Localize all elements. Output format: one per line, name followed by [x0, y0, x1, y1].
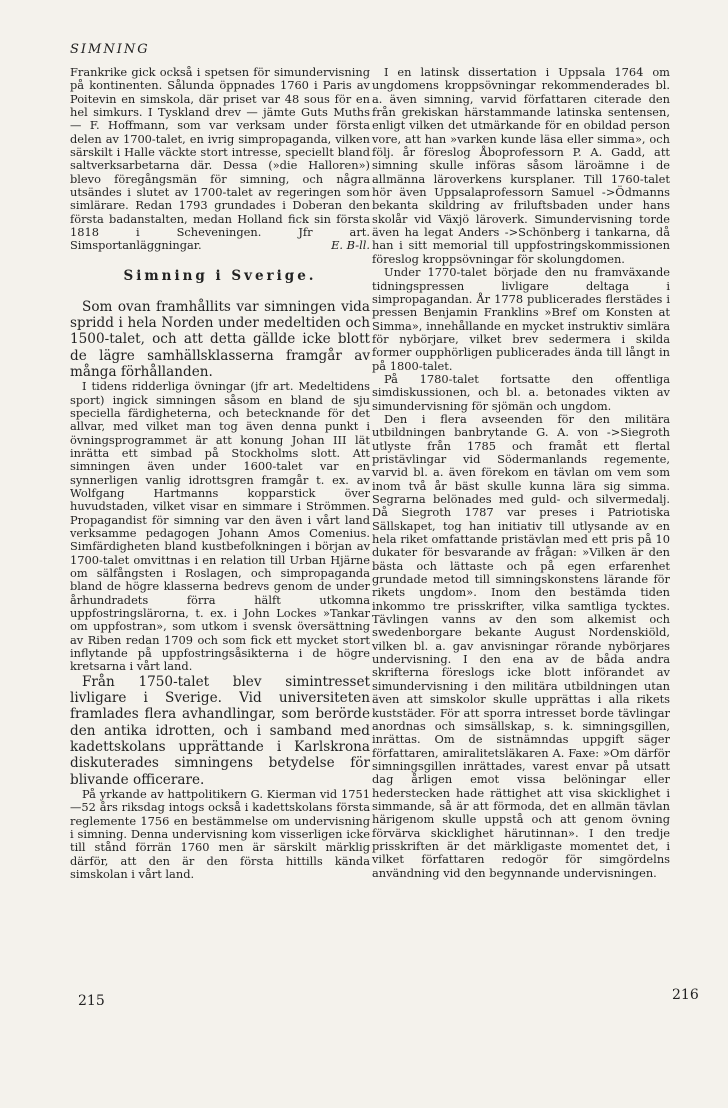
page-number-left: 215: [78, 993, 105, 1009]
paragraph: [70, 66, 370, 253]
page-number-right: 216: [672, 987, 699, 1003]
paragraph: Den i flera avseenden för den militära utbildningen banbrytande G. A. von ->Siegroth utlyste från 1785 och framåt ett flertal pristävlingar vid Södermanlands regemente, varvid bl. a. även förekom en tävlan om vem som inom två år bäst skulle kunna lära sig simma. Segrarna belönades med guld- och silvermedalj. Då Siegroth 1787 var preses i Patriotiska Sällskapet, tog han initiativ till utlysande av en hela riket omfattande pristävlan med ett pris på 10 dukater för besvarande av frågan: »Vilken är den bästa och lättaste och på egen erfarenhet grundade metod till simningskonstens lärande för rikets ungdom». Inom den bestämda tiden inkommo tre prisskrifter, vilka samtliga tycktes. Tävlingen vanns av den som alkemist och swedenborgare bekante August Nordenskiöld, vilken bl. a. gav anvisningar rörande nybörjares undervisning. I den ena av de båda andra skrifterna föreslogs icke blott införandet av simundervisning i den militära utbildningen utan även att simskolor skulle upprättas i alla rikets kuststäder. För att sporra intresset borde tävlingar anordnas och simsällskap, s. k. simningsgillen, inrättas. Om de sistnämndas uppgift säger författaren, amiralitetsläkaren A. Faxe: »Om därför simningsgillen inrättades, varest envar på utsatt dag årligen emot vissa belöningar eller hederstecken hade rättighet att visa skicklighet i simmande, så är att förmoda, det en allmän tävlan härigenom skulle uppstå och att genom övning förvärva skicklighet härutinnan». I den tredje prisskriften är det märkligaste momentet det, i vilket författaren redogör för simgördelns användning vid den begynnande undervisningen.: [372, 411, 670, 880]
paragraph: I en latinsk dissertation i Uppsala 1764 om ungdomens kroppsövningar rekommenderades bl. a. även simning, varvid författaren citerade den från grekiskan härstammande latinska sentensen, enligt vilken det utmärkande för en obildad person vore, att han »varken kunde läsa eller simma», och följ. år föreslog Åboprofessorn P. A. Gadd, att simning skulle införas såsom läroämne i de allmänna läroverkens kursplaner. Till 1760-talet hör även Uppsalaprofessorn Samuel ->Ödmanns bekanta skildring av friluftsbaden under hans skolår vid Växjö läroverk. Simundervisning torde även ha legat Anders ->Schönberg i tankarna, då han i sitt memorial till uppfostringskommissionen föreslog kroppsövningar för skolungdomen.: [372, 65, 670, 266]
left-column: [70, 66, 370, 881]
author-signature: E. B-ll.: [331, 238, 370, 253]
paragraph: Under 1770-talet började den nu framväxande tidningspressen livligare deltaga i simpropagandan. År 1778 publicerades flerstädes i pressen Benjamin Franklins »Bref om Konsten at Simma», innehållande en mycket instruktiv simlära för nybörjare, vilket brev sedermera i skilda former oupphörligen publicerades ända till långt in på 1800-talet.: [372, 265, 670, 373]
running-title: SIMNING: [70, 42, 150, 57]
paragraph-text: Frankrike gick också i spetsen för simundervisning på kontinenten. Sålunda öppnades 1760 i Paris av Poitevin en simskola, där priset var 48 sous för en hel simkurs. I Tyskland drev — jämte Guts Muths — F. Hoffmann, som var verksam under första delen av 1700-talet, en ivrig simpropaganda, vilken särskilt i Halle väckte stort intresse, speciellt bland saltverksarbetarna där. Dessa (»die Halloren») blevo föregångsmän för simning, och några utsändes i slutet av 1700-talet av regeringen som simlärare. Redan 1793 grundades i Doberan den första badanstalten, medan Holland fick sin första 1818 i Scheveningen. Jfr art. Simsportanläggningar.: [70, 65, 370, 253]
paragraph: I tidens ridderliga övningar (jfr art. Medeltidens sport) ingick simningen såsom en bland de sju speciella färdigheterna, och betecknande för det allvar, med vilket man tog även denna punkt i övningsprogrammet är att konung Johan III lät inrätta ett simbad på Stockholms slott. Att simningen även under 1600-talet var en synnerligen vanlig idrottsgren framgår t. ex. av Wolfgang Hartmanns kopparstick över huvudstaden, vilket visar en simmare i Strömmen. Propagandist för simning var den även i vårt land verksamme pedagogen Johann Amos Comenius. Simfärdigheten bland kustbefolkningen i början av 1700-talet omvittnas i en relation till Urban Hjärne om sälfångsten i Roslagen, och simpropaganda bland de högre klasserna bedrevs genom de under århundradets förra hälft utkomna uppfostringslärorna, t. ex. i John Lockes »Tankar om uppfostran», som utkom i svensk översättning av Riben redan 1709 och som fick ett mycket stort inflytande på uppfostringsåsikterna i de högre kretsarna i vårt land.: [70, 379, 370, 674]
paragraph: På yrkande av hattpolitikern G. Kierman vid 1751—52 års riksdag intogs också i kadettskolans första reglemente 1756 en bestämmelse om undervisning i simning. Denna undervisning kom visserligen icke till stånd förrän 1760 men är särskilt märklig därför, att den är den första hittills kända simskolan i vårt land.: [70, 786, 370, 881]
lead-paragraph: Som ovan framhållits var simningen vida spridd i hela Norden under medeltiden och 1500-talet, och att detta gällde icke blott de lägre samhällsklasserna framgår av många förhållanden.: [70, 298, 370, 380]
right-column: [372, 66, 670, 880]
paragraph: På 1780-talet fortsatte den offentliga simdiskussionen, och bl. a. betonades vikten av simundervisning för sjömän och ungdom.: [372, 371, 670, 413]
lead-paragraph: Från 1750-talet blev simintresset livligare i Sverige. Vid universiteten framlades flera avhandlingar, som berörde den antika idrotten, och i samband med kadettskolans upprättande i Karlskrona diskuterades simningens betydelse för blivande officerare.: [70, 673, 370, 788]
section-heading: Simning i Sverige.: [123, 267, 317, 284]
